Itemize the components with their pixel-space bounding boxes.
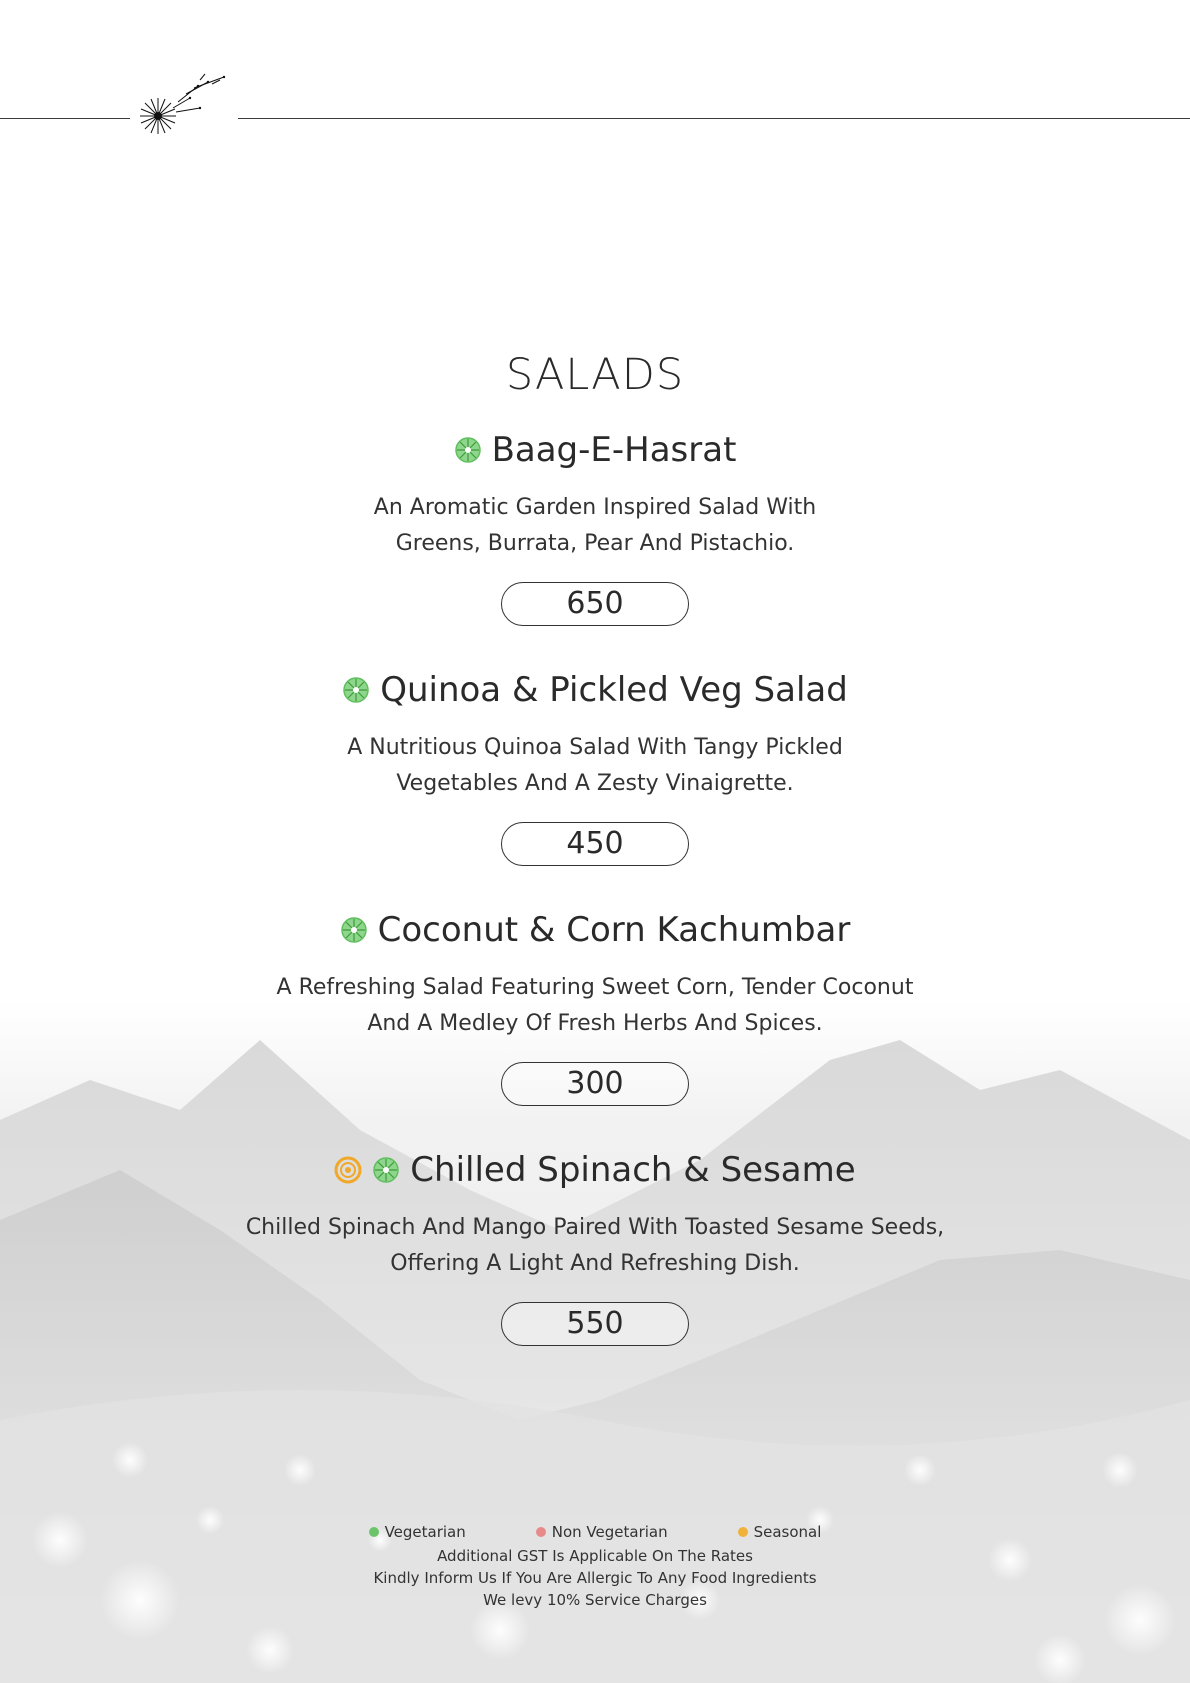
menu-item bbox=[0, 908, 1190, 1106]
section-title: SALADS bbox=[505, 350, 685, 400]
menu-item bbox=[0, 428, 1190, 626]
header-rule-left bbox=[0, 118, 130, 119]
dandelion-icon bbox=[128, 72, 238, 152]
legend-seasonal: Seasonal bbox=[738, 1523, 822, 1541]
item-price: 300 bbox=[501, 1062, 689, 1106]
legend-vegetarian: Vegetarian bbox=[369, 1523, 466, 1541]
menu-item bbox=[0, 668, 1190, 866]
service-charge-note: We levy 10% Service Charges bbox=[483, 1591, 707, 1609]
vegetarian-icon bbox=[340, 916, 368, 944]
header-rule-right bbox=[238, 118, 1190, 119]
item-description: Chilled Spinach And Mango Paired With Toasted Sesame Seeds, Offering A Light And Refreshing Dish. bbox=[245, 1215, 945, 1276]
non-vegetarian-dot-icon bbox=[536, 1527, 546, 1537]
item-price: 650 bbox=[501, 582, 689, 626]
footer-notes bbox=[0, 1545, 1190, 1611]
item-price: 550 bbox=[501, 1302, 689, 1346]
vegetarian-icon bbox=[342, 676, 370, 704]
item-description: An Aromatic Garden Inspired Salad With Greens, Burrata, Pear And Pistachio. bbox=[373, 495, 817, 556]
seasonal-icon bbox=[334, 1156, 362, 1184]
seasonal-dot-icon bbox=[738, 1527, 748, 1537]
item-name: Chilled Spinach & Sesame bbox=[410, 1150, 856, 1190]
menu-item bbox=[0, 1148, 1190, 1346]
item-name: Baag-E-Hasrat bbox=[491, 430, 737, 470]
dietary-legend bbox=[0, 1523, 1190, 1541]
item-description: A Refreshing Salad Featuring Sweet Corn, Tender Coconut And A Medley Of Fresh Herbs And Spices. bbox=[276, 975, 914, 1036]
legend-non-vegetarian: Non Vegetarian bbox=[536, 1523, 668, 1541]
vegetarian-dot-icon bbox=[369, 1527, 379, 1537]
item-price: 450 bbox=[501, 822, 689, 866]
item-name: Coconut & Corn Kachumbar bbox=[377, 910, 851, 950]
item-name: Quinoa & Pickled Veg Salad bbox=[380, 670, 848, 710]
allergy-note: Kindly Inform Us If You Are Allergic To Any Food Ingredients bbox=[373, 1569, 817, 1587]
item-description: A Nutritious Quinoa Salad With Tangy Pickled Vegetables And A Zesty Vinaigrette. bbox=[347, 735, 843, 796]
vegetarian-icon bbox=[372, 1156, 400, 1184]
gst-note: Additional GST Is Applicable On The Rates bbox=[437, 1547, 753, 1565]
vegetarian-icon bbox=[454, 436, 482, 464]
